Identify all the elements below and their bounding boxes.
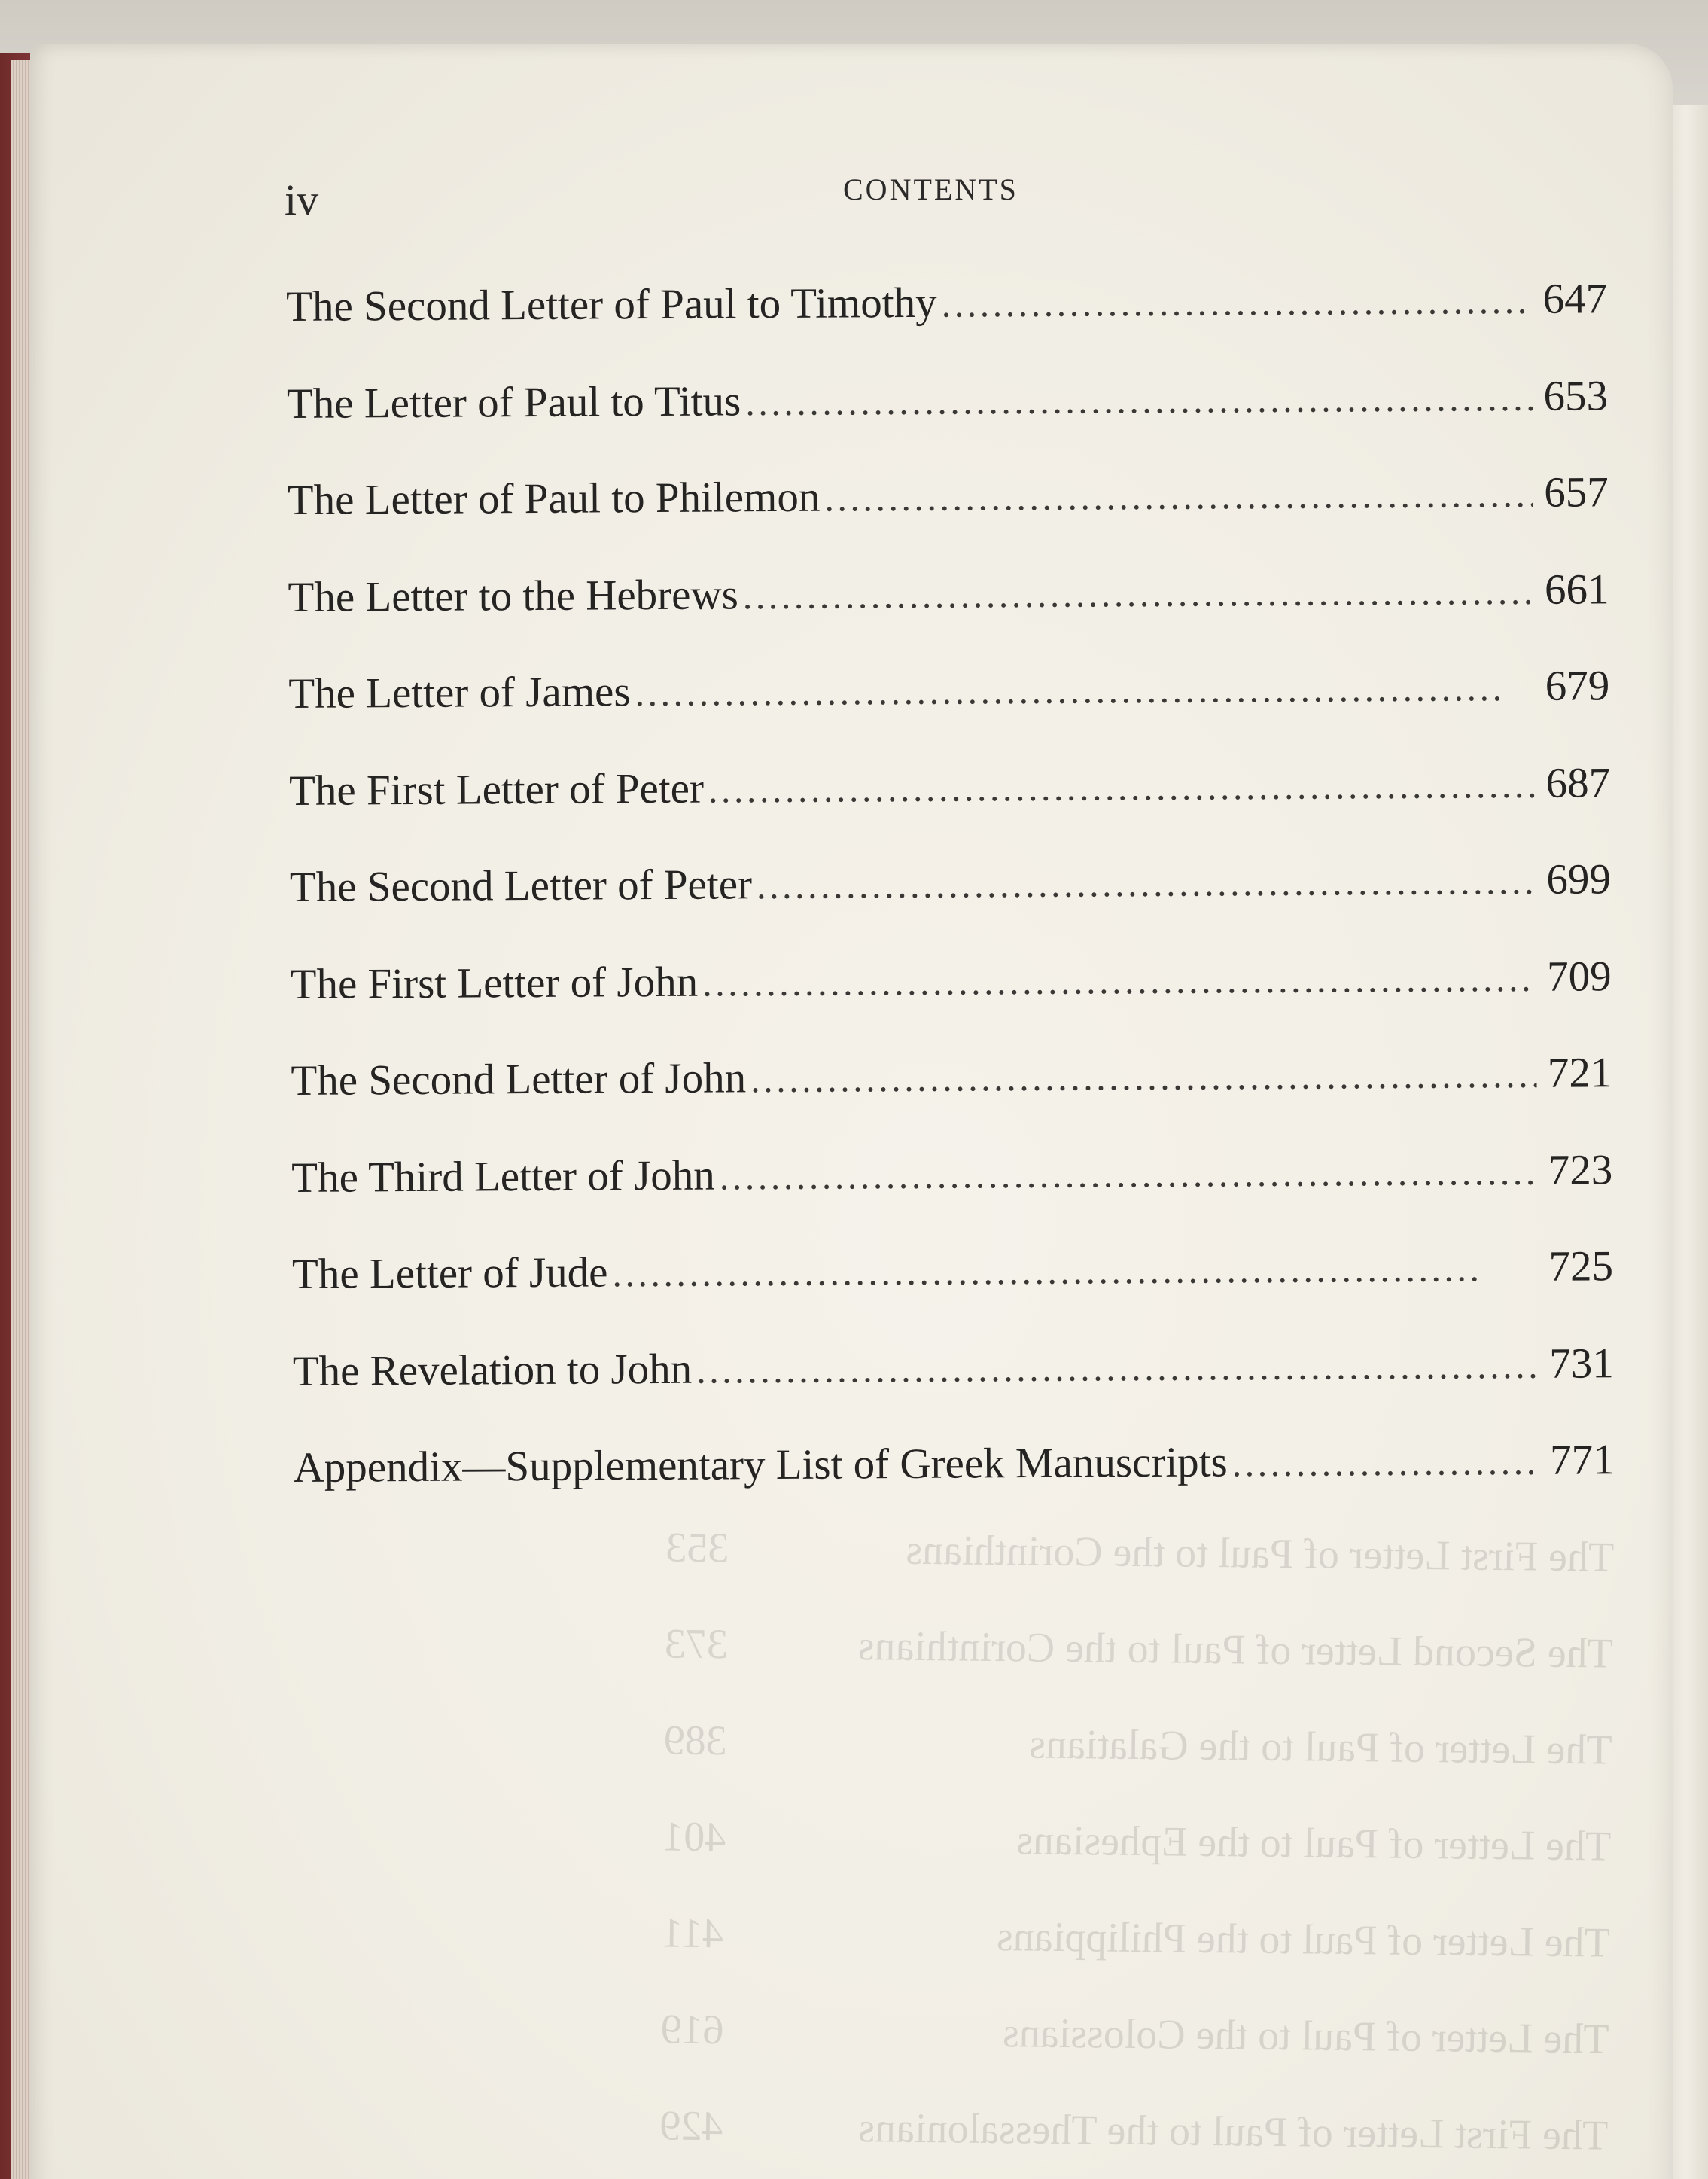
toc-entry-page: 731 [1549,1339,1614,1388]
bleed-line-page: 619 [660,2006,725,2054]
dot-leader [698,955,1536,1004]
dot-leader [704,762,1536,811]
bleed-line-page: 373 [664,1620,729,1669]
toc-entry-page: 653 [1543,371,1609,420]
toc-entry-page: 725 [1548,1242,1614,1291]
toc-entry-title: The First Letter of Peter [288,764,705,815]
dot-leader [820,472,1533,520]
page-number: iv [285,175,319,224]
bleed-line-title: The Letter of Paul to the Philippians [996,1913,1611,1967]
toc-entry-title: The Letter of Paul to Titus [286,376,741,428]
bleed-line [659,2101,1608,2179]
toc-entry [287,371,1609,476]
toc-entry [288,565,1609,669]
bleed-line [662,1812,1611,1918]
bleed-line-title: The First Letter of Paul to the Thessalonians [858,2104,1609,2159]
dot-leader [752,859,1536,907]
bleed-line [665,1523,1614,1629]
bleed-line-page: 411 [661,1909,724,1958]
toc-entry-title: The Letter of James [288,668,631,718]
bleed-line-title: The Letter of Paul to the Colossians [1002,2010,1609,2063]
toc-entry [288,661,1610,766]
bleed-line-title: The Second Letter of Paul to the Corinthians [857,1623,1614,1678]
toc-entry [291,1048,1612,1153]
toc-entry-page: 687 [1545,758,1611,807]
bleed-line [663,1716,1612,1822]
bleed-line-title: The Letter of Paul to the Galatians [1028,1720,1612,1774]
toc-entry-title: The Second Letter of Peter [289,861,753,911]
bleed-line-page: 401 [662,1813,726,1861]
toc-entry-title: The Letter of Jude [291,1248,608,1298]
toc-entry-page: 723 [1548,1145,1613,1194]
dot-leader [692,1342,1539,1391]
toc-entry-title: The Letter of Paul to Philemon [287,473,821,524]
toc-entry-title: Appendix—Supplementary List of Greek Manuscripts [293,1438,1228,1492]
toc-entry-page: 657 [1544,468,1609,517]
toc-entry [290,855,1612,959]
toc-entry [289,758,1611,863]
toc-entry [288,468,1609,572]
toc-entry-title: The Revelation to John [292,1345,693,1395]
dot-leader [607,1246,1538,1296]
toc-entry [292,1242,1614,1346]
dot-leader [738,568,1534,617]
bleed-line-title: The Letter of Paul to the Ephesians [1016,1817,1612,1870]
bleed-line [664,1620,1613,1726]
dot-leader [741,375,1533,423]
toc-entry [293,1339,1615,1443]
dot-leader [746,1053,1537,1101]
running-head: CONTENTS [843,172,1018,206]
toc-entry-title: The Third Letter of John [291,1151,715,1202]
toc-entry [291,1145,1613,1250]
bleed-line-title: The First Letter of Paul to the Corinthians [906,1526,1615,1581]
toc-entry-title: The Second Letter of John [291,1054,747,1105]
toc-entry [293,1435,1615,1540]
toc-entry [286,274,1608,379]
toc-entry-page: 771 [1549,1436,1615,1484]
bleed-line [661,1909,1610,2015]
toc-entry-page: 709 [1546,952,1612,1001]
bleed-line-page: 353 [665,1524,729,1572]
bleed-line-page: 389 [663,1717,728,1765]
dot-leader [630,666,1534,715]
dot-leader [936,279,1532,326]
toc-entry [290,952,1612,1056]
toc-entry-page: 679 [1545,662,1610,710]
bleed-line [660,2005,1609,2111]
dot-leader [1228,1440,1539,1486]
toc-entry-page: 647 [1542,275,1608,323]
table-of-contents [286,274,1615,1540]
next-page-edge [1669,105,1708,2179]
toc-entry-page: 661 [1544,565,1609,614]
dot-leader [715,1149,1538,1198]
toc-entry-title: The Second Letter of Paul to Timothy [286,279,937,331]
toc-entry-page: 699 [1546,855,1612,904]
bleed-through-text [659,1523,1614,2179]
toc-entry-title: The First Letter of John [290,958,699,1008]
toc-entry-title: The Letter to the Hebrews [288,570,738,621]
toc-entry-page: 721 [1547,1049,1612,1097]
bleed-line-page: 429 [659,2102,723,2150]
